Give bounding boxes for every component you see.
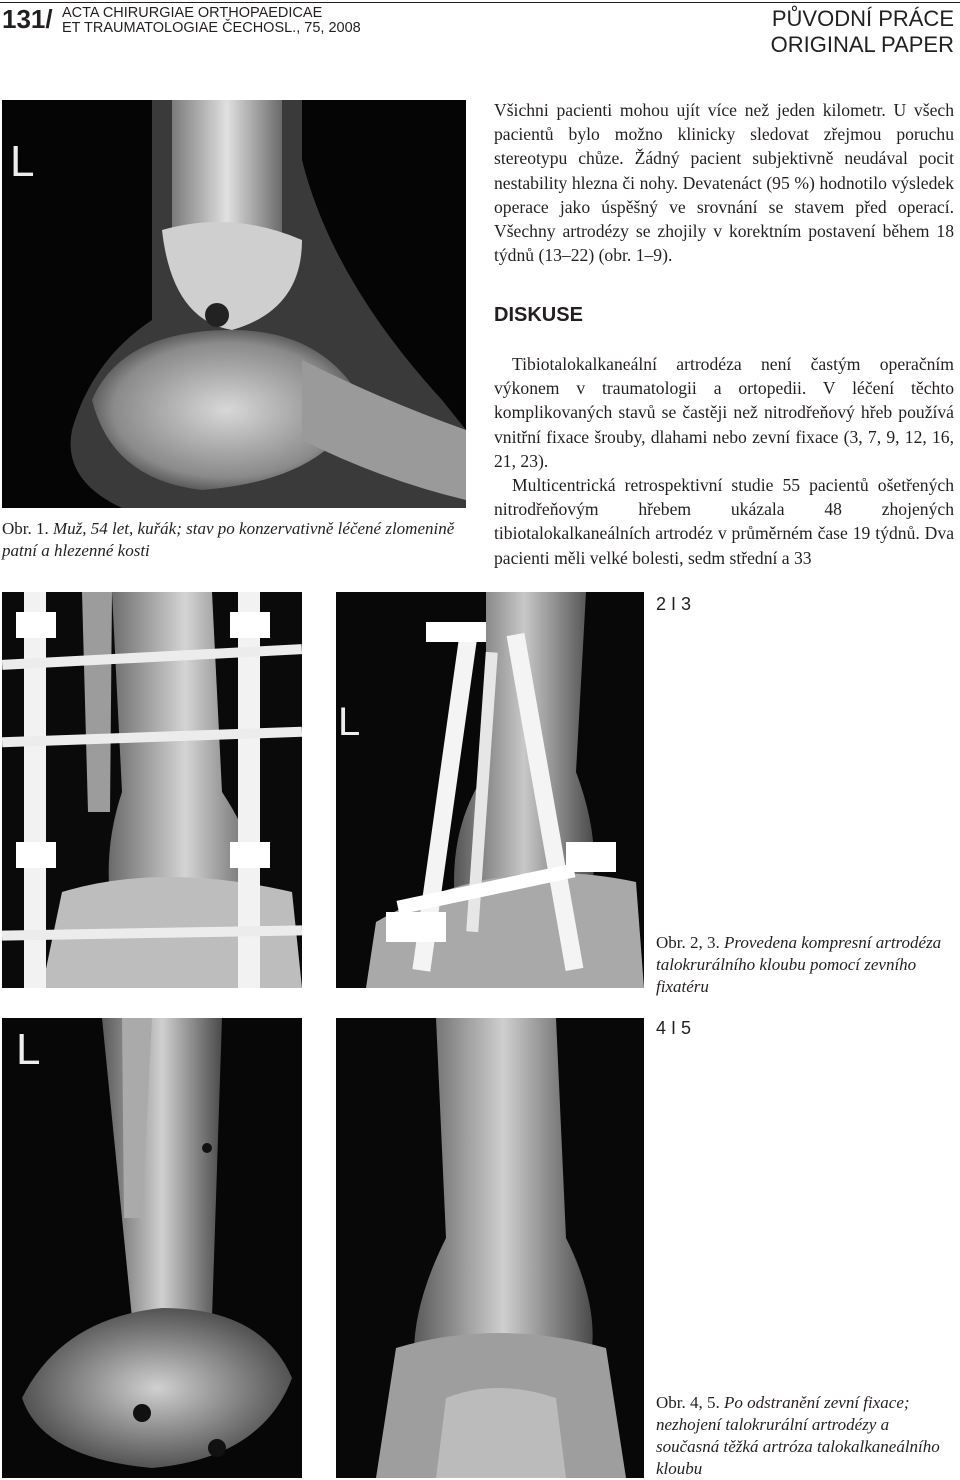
figure-4-5-caption-text: Po odstranění zevní fixace; nezhojení talokrurální artrodézy a současná těžká artróza talokalkaneálního kloubu xyxy=(656,1393,940,1478)
figure-2-3-panel-numbers: 2 I 3 xyxy=(656,594,692,614)
figure-5-xray xyxy=(336,1018,644,1478)
results-paragraph: Všichni pacienti mohou ujít více než jeden kilometr. U všech pacientů bylo možno klinicky sledovat zřejmou poruchu stereotypu chůze. Žádný pacient subjektivně neudával pocit nestability hlezna či nohy. Devatenáct (95 %) hodnotilo výsledek operace jako úspěšný ve srovnání se stavem před operací. Všechny artrodézy se zhojily v korektním postavení během 18 týdnů (13–22) (obr. 1–9). xyxy=(494,100,954,266)
figure-3-side-marker: L xyxy=(338,700,361,744)
figure-2-3-caption xyxy=(656,932,954,998)
figure-2-3-label: Obr. 2, 3. xyxy=(656,933,720,952)
discussion-text xyxy=(494,352,954,570)
figure-1-caption-text: Muž, 54 let, kuřák; stav po konzervativně léčené zlomenině patní a hlezenné kosti xyxy=(2,519,455,560)
discussion-paragraph-1: Tibiotalokalkaneální artrodéza není častým operačním výkonem v traumatologii a ortopedii. V léčení těchto komplikovaných stavů se častěji než nitrodřeňový hřeb používá vnitřní fixace šrouby, dlahami nebo zevní fixace (3, 7, 9, 12, 16, 21, 23). xyxy=(494,354,954,471)
figure-4-side-marker: L xyxy=(16,1025,41,1074)
discussion-paragraph-2: Multicentrická retrospektivní studie 55 pacientů ošetřených nitrodřeňovým hřebem ukázala 48 zhojených tibiotalokalkaneálních artrodéz v průměrném čase 19 týdnů. Dva pacienti měli velké bolesti, sedm střední a 33 xyxy=(494,475,954,568)
figure-1-side-marker: L xyxy=(10,137,35,186)
journal-title-line1: ACTA CHIRURGIAE ORTHOPAEDICAE xyxy=(62,5,323,21)
discussion-heading: DISKUSE xyxy=(494,304,583,326)
figure-2-3-caption-text: Provedena kompresní artrodéza talokrurálního kloubu pomocí zevního fixatéru xyxy=(656,933,942,996)
figure-3-xray xyxy=(336,592,644,988)
journal-title-line2: ET TRAUMATOLOGIAE ČECHOSL., 75, 2008 xyxy=(62,20,361,36)
figure-1-xray xyxy=(2,100,466,508)
figure-2-xray xyxy=(2,592,302,988)
figure-4-5-caption xyxy=(656,1392,954,1480)
results-text xyxy=(494,98,954,267)
figure-4-5-panel-numbers: 4 I 5 xyxy=(656,1018,692,1038)
section-type-czech: PŮVODNÍ PRÁCE xyxy=(771,6,954,31)
section-type-english: ORIGINAL PAPER xyxy=(770,32,954,57)
figure-1-caption xyxy=(2,518,474,562)
journal-title xyxy=(62,6,361,36)
page-number: 131/ xyxy=(2,4,53,34)
header-rule xyxy=(0,2,960,3)
section-type xyxy=(771,6,954,58)
figure-1-label: Obr. 1. xyxy=(2,519,49,538)
figure-4-xray xyxy=(2,1018,302,1478)
figure-4-5-label: Obr. 4, 5. xyxy=(656,1393,720,1412)
